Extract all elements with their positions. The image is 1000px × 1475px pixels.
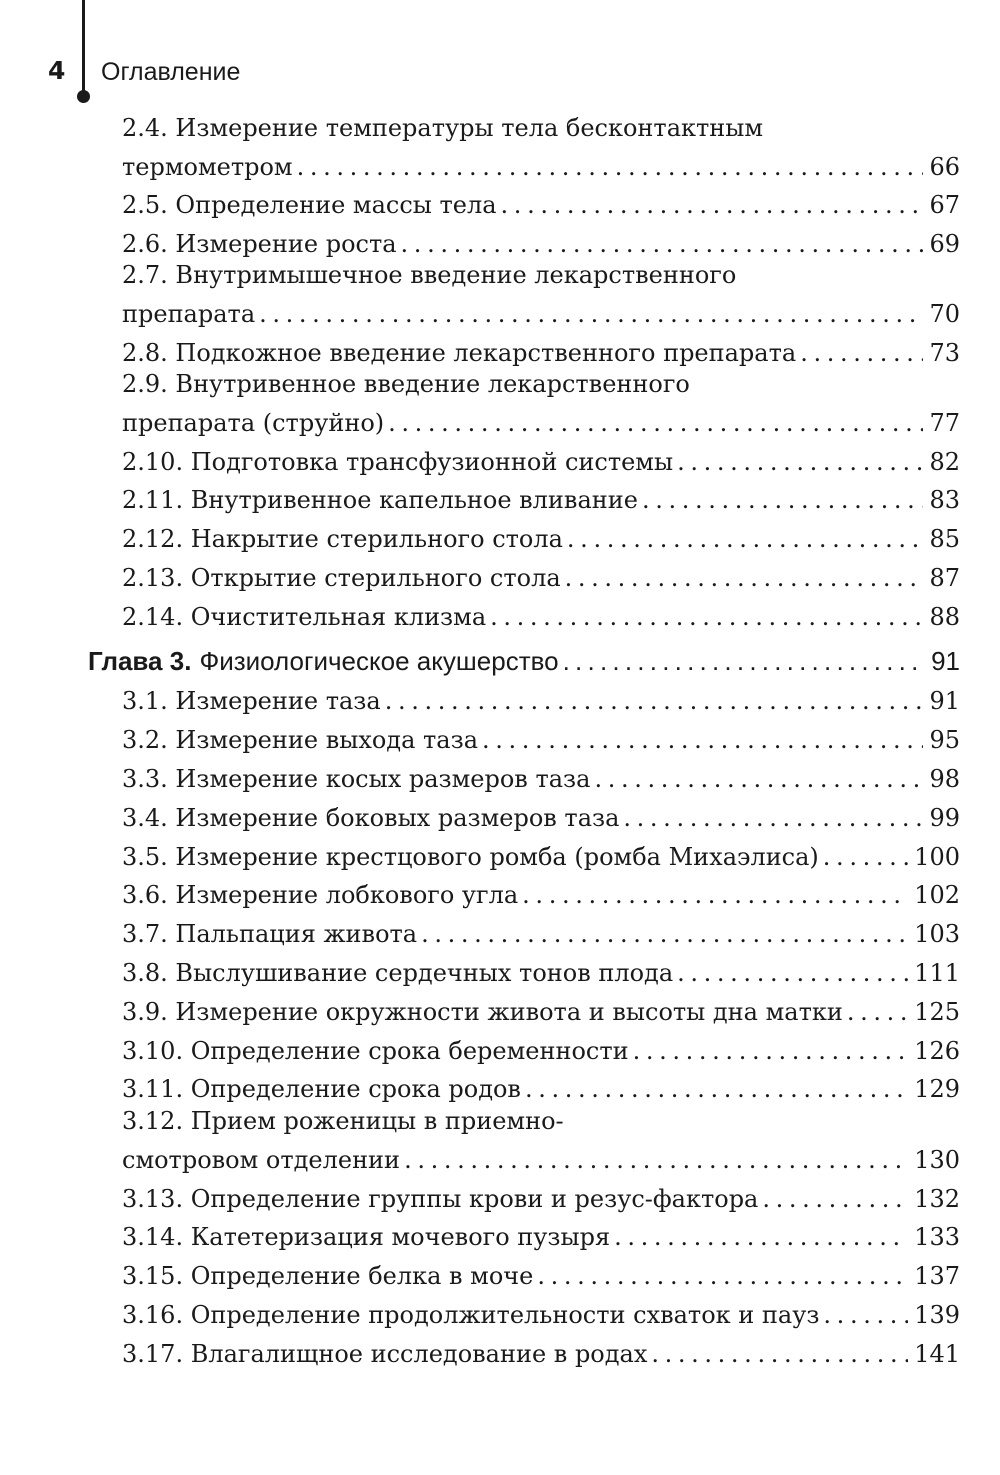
toc-entry-page: 100	[914, 843, 960, 871]
toc-entry	[122, 522, 960, 557]
toc-entry	[122, 483, 960, 518]
toc-entry	[122, 600, 960, 635]
running-title: Оглавление	[101, 58, 241, 86]
toc-entry	[122, 1298, 960, 1333]
dot-leader	[490, 600, 923, 635]
toc-entry	[122, 995, 960, 1030]
toc-entry-title: 3.15. Определение белка в моче	[122, 1262, 534, 1290]
dot-leader	[651, 1337, 908, 1372]
dot-leader	[565, 561, 924, 596]
toc-entry-page: 125	[914, 998, 960, 1026]
dot-leader	[525, 1072, 908, 1107]
toc-entry-title: 3.5. Измерение крестцового ромба (ромба Михаэлиса)	[122, 843, 819, 871]
dot-leader	[823, 840, 908, 875]
toc-entry-page: 73	[929, 339, 960, 367]
toc-entry-title: 3.2. Измерение выхода таза	[122, 726, 479, 754]
dot-leader	[623, 801, 923, 836]
dot-leader	[677, 445, 923, 480]
dot-leader	[823, 1298, 908, 1333]
toc-entry-page: 87	[929, 564, 960, 592]
toc-entry-title: 2.6. Измерение роста	[122, 230, 397, 258]
dot-leader	[594, 762, 923, 797]
dot-leader	[522, 878, 908, 913]
toc-entry-page: 85	[929, 525, 960, 553]
dot-leader	[614, 1220, 908, 1255]
dot-leader	[401, 227, 924, 262]
dot-leader	[421, 917, 908, 952]
toc-entry	[122, 1034, 960, 1069]
toc-entry-page: 133	[914, 1223, 960, 1251]
dot-leader	[800, 336, 923, 371]
dot-leader	[482, 723, 923, 758]
toc-entry-page: 95	[929, 726, 960, 754]
toc-entry-title-line1: 2.4. Измерение температуры тела бесконтактным	[122, 114, 764, 142]
dot-leader	[567, 522, 924, 557]
toc-entry	[122, 370, 960, 441]
toc-entry-page: 130	[914, 1146, 960, 1174]
toc-entry-title: 3.13. Определение группы крови и резус-фактора	[122, 1185, 759, 1213]
toc-entry	[122, 917, 960, 952]
chapter-title: Физиологическое акушерство	[199, 646, 559, 676]
dot-leader	[762, 1182, 908, 1217]
dot-leader	[642, 483, 924, 518]
toc-entry-title: 2.12. Накрытие стерильного стола	[122, 525, 563, 553]
toc-entry-title: 3.16. Определение продолжительности схваток и пауз	[122, 1301, 820, 1329]
toc-entry-title: 3.4. Измерение боковых размеров таза	[122, 804, 620, 832]
toc-entry-title: 3.3. Измерение косых размеров таза	[122, 765, 591, 793]
page-number: 4	[48, 56, 66, 85]
toc-entry	[122, 445, 960, 480]
toc-entry-title: термометром	[122, 153, 293, 181]
toc-entry-title-line1: 2.7. Внутримышечное введение лекарственного	[122, 261, 737, 289]
toc-entry	[122, 801, 960, 836]
toc-entry-title: 3.6. Измерение лобкового угла	[122, 881, 519, 909]
toc-entry-title: препарата (струйно)	[122, 409, 385, 437]
dot-leader	[404, 1143, 908, 1178]
toc-entry	[122, 723, 960, 758]
toc-entry-title: 3.8. Выслушивание сердечных тонов плода	[122, 959, 674, 987]
toc-entry-title: 3.11. Определение срока родов	[122, 1075, 521, 1103]
dot-leader	[385, 684, 924, 719]
toc-entry	[122, 1220, 960, 1255]
dot-leader	[563, 644, 925, 679]
toc-entry-page: 91	[931, 646, 960, 676]
toc-entry-title: 3.17. Влагалищное исследование в родах	[122, 1340, 648, 1368]
dot-leader	[633, 1034, 909, 1069]
toc-entry-page: 111	[914, 959, 960, 987]
toc-entry	[122, 1107, 960, 1178]
dot-leader	[501, 188, 924, 223]
toc-entry-page: 83	[929, 486, 960, 514]
toc-entry-page: 66	[929, 153, 960, 181]
toc-entry-title: 3.7. Пальпация живота	[122, 920, 418, 948]
toc-entry	[122, 1182, 960, 1217]
toc-entry-page: 141	[914, 1340, 960, 1368]
toc-entry	[122, 1337, 960, 1372]
dot-leader	[847, 995, 908, 1030]
toc-entry	[122, 762, 960, 797]
toc-entry	[122, 840, 960, 875]
toc-entry-title: смотровом отделении	[122, 1146, 401, 1174]
dot-leader	[388, 406, 923, 441]
toc-chapter-entry	[88, 644, 960, 679]
toc-entry	[122, 188, 960, 223]
toc-entry	[122, 684, 960, 719]
toc-entry-title: 3.9. Измерение окружности живота и высоты дна матки	[122, 998, 843, 1026]
dot-leader	[259, 297, 923, 332]
toc-entry-page: 102	[914, 881, 960, 909]
toc-entry-page: 139	[914, 1301, 960, 1329]
toc-entry-title: 2.10. Подготовка трансфузионной системы	[122, 448, 674, 476]
toc-entry-title: 3.10. Определение срока беременности	[122, 1037, 629, 1065]
toc-entry	[122, 956, 960, 991]
toc-entry-page: 70	[929, 300, 960, 328]
toc-entry-page: 129	[914, 1075, 960, 1103]
toc-entry-title: 2.5. Определение массы тела	[122, 191, 497, 219]
toc-entry-title: 2.11. Внутривенное капельное вливание	[122, 486, 638, 514]
toc-entry-page: 67	[929, 191, 960, 219]
dot-leader	[537, 1259, 908, 1294]
toc-entry	[122, 227, 960, 262]
toc-entry	[122, 561, 960, 596]
toc-entry-title: 2.14. Очистительная клизма	[122, 603, 487, 631]
toc-entry	[122, 878, 960, 913]
toc-entry-page: 126	[914, 1037, 960, 1065]
toc-entry	[122, 114, 960, 185]
toc-entry-page: 99	[929, 804, 960, 832]
toc-entry-page: 88	[929, 603, 960, 631]
toc-entry	[122, 261, 960, 332]
toc-entry-page: 98	[929, 765, 960, 793]
dot-leader	[297, 150, 924, 185]
toc-entry-page: 77	[929, 409, 960, 437]
toc-entry-title: препарата	[122, 300, 256, 328]
toc-entry-page: 69	[929, 230, 960, 258]
toc-entry-title: 2.13. Открытие стерильного стола	[122, 564, 561, 592]
toc-entry-title: 2.8. Подкожное введение лекарственного препарата	[122, 339, 797, 367]
toc-entry-page: 82	[929, 448, 960, 476]
toc-entry-title-line1: 3.12. Прием роженицы в приемно-	[122, 1107, 564, 1135]
toc-entry-title: 3.1. Измерение таза	[122, 687, 381, 715]
toc-entry-page: 132	[914, 1185, 960, 1213]
toc-entry-page: 103	[914, 920, 960, 948]
toc-entry-page: 91	[929, 687, 960, 715]
toc-entry-page: 137	[914, 1262, 960, 1290]
toc-entry	[122, 1259, 960, 1294]
dot-leader	[677, 956, 908, 991]
toc-entry-title: 3.14. Катетеризация мочевого пузыря	[122, 1223, 611, 1251]
toc-entry	[122, 336, 960, 371]
chapter-label: Глава 3.	[88, 646, 192, 676]
toc-entry	[122, 1072, 960, 1107]
toc-entry-title-line1: 2.9. Внутривенное введение лекарственного	[122, 370, 690, 398]
